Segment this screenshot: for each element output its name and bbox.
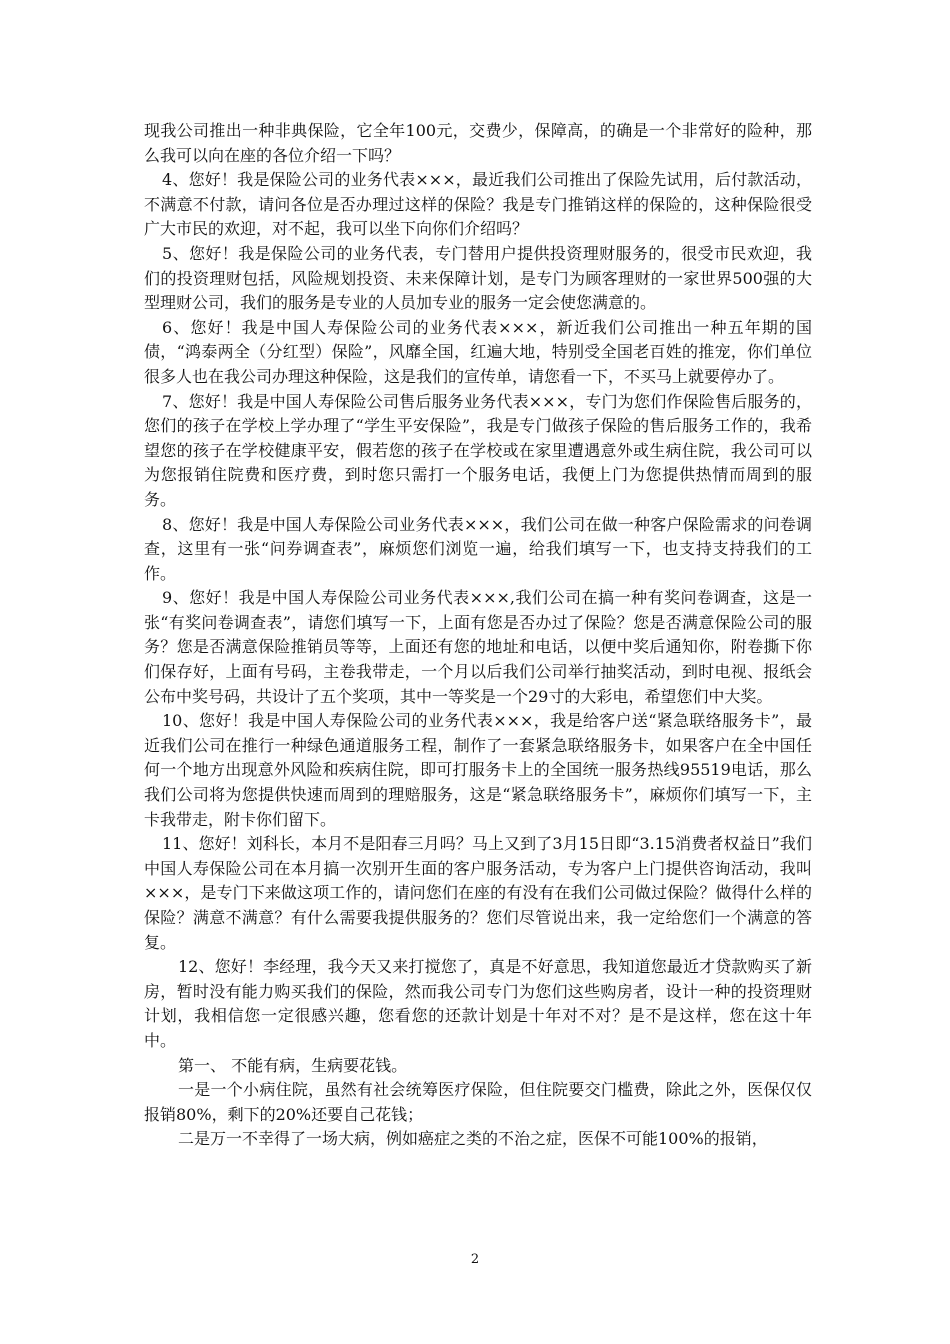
document-body (144, 119, 812, 1152)
paragraph-item-8: 8、您好！我是中国人寿保险公司业务代表×××，我们公司在做一种客户保险需求的问卷调查，这里有一张“问券调查表”，麻烦您们浏览一遍，给我们填写一下，也支持支持我们的工作。 (144, 514, 812, 583)
paragraph-item-4: 4、您好！我是保险公司的业务代表×××，最近我们公司推出了保险先试用，后付款活动，不满意不付款，请问各位是否办理过这样的保险？我是专门推销这样的保险的，这种保险很受广大市民的欢迎，对不起，我可以坐下向你们介绍吗？ (144, 170, 812, 239)
page-number: 2 (470, 1252, 480, 1267)
paragraph-item-12: 12、您好！李经理，我今天又来打搅您了，真是不好意思，我知道您最近才贷款购买了新房，暂时没有能力购买我们的保险，然而我公司专门为您们这些购房者，设计一种的投资理财计划，我相信您一定很感兴趣，您看您的还款计划是十年对不对？是不是这样，您在这十年中。 (144, 957, 812, 1050)
paragraph-point-one: 一是一个小病住院，虽然有社会统筹医疗保险，但住院要交门槛费，除此之外，医保仅仅报销80%，剩下的20%还要自己花钱； (144, 1080, 812, 1124)
paragraph-first-point: 第一、 不能有病，生病要花钱。 (178, 1055, 408, 1075)
paragraph-item-6: 6、您好！我是中国人寿保险公司的业务代表×××，新近我们公司推出一种五年期的国债，“鸿泰两全（分红型）保险”，风靡全国，红遍大地，特别受全国老百姓的推宠，你们单位很多人也在我公司办理这种保险，这是我们的宣传单，请您看一下，不买马上就要停办了。 (144, 317, 812, 386)
paragraph-item-9: 9、您好！我是中国人寿保险公司业务代表×××,我们公司在搞一种有奖问卷调查，这是一张“有奖问卷调查表”，请您们填写一下，上面有您是否办过了保险？您是否满意保险公司的服务？您是否满意保险推销员等等，上面还有您的地址和电话，以便中奖后通知你，附卷撕下你们保存好，上面有号码，主卷我带走，一个月以后我们公司举行抽奖活动，到时电视、报纸会公布中奖号码，共设计了五个奖项，其中一等奖是一个29寸的大彩电，希望您们中大奖。 (144, 588, 812, 706)
paragraph-point-two: 二是万一不幸得了一场大病，例如癌症之类的不治之症，医保不可能100%的报销， (178, 1129, 768, 1149)
paragraph-item-5: 5、您好！我是保险公司的业务代表，专门替用户提供投资理财服务的，很受市民欢迎，我们的投资理财包括，风险规划投资、未来保障计划，是专门为顾客理财的一家世界500强的大型理财公司，我们的服务是专业的人员加专业的服务一定会使您满意的。 (144, 243, 812, 313)
paragraph-item-11: 11、您好！刘科长，本月不是阳春三月吗？马上又到了3月15日即“3.15消费者权益日”我们中国人寿保险公司在本月搞一次别开生面的客户服务活动，专为客户上门提供咨询活动，我叫×××，是专门下来做这项工作的，请问您们在座的有没有在我们公司做过保险？做得什么样的保险？满意不满意？有什么需要我提供服务的？您们尽管说出来，我一定给您们一个满意的答复。 (144, 834, 812, 952)
paragraph-continuation: 现我公司推出一种非典保险，它全年100元，交费少，保障高，的确是一个非常好的险种，那么我可以向在座的各位介绍一下吗？ (144, 121, 812, 165)
paragraph-item-10: 10、您好！我是中国人寿保险公司的业务代表×××，我是给客户送“紧急联络服务卡”，最近我们公司在推行一种绿色通道服务工程，制作了一套紧急联络服务卡，如果客户在全中国任何一个地方出现意外风险和疾病住院，即可打服务卡上的全国统一服务热线95519电话，那么我们公司将为您提供快速而周到的理赔服务，这是“紧急联络服务卡”，麻烦你们填写一下，主卡我带走，附卡你们留下。 (144, 711, 812, 829)
paragraph-item-7: 7、您好！我是中国人寿保险公司售后服务业务代表×××，专门为您们作保险售后服务的，您们的孩子在学校上学办理了“学生平安保险”，我是专门做孩子保险的售后服务工作的，我希望您的孩子在学校健康平安，假若您的孩子在学校或在家里遭遇意外或生病住院，我公司可以为您报销住院费和医疗费，到时您只需打一个服务电话，我便上门为您提供热情而周到的服务。 (144, 391, 812, 509)
